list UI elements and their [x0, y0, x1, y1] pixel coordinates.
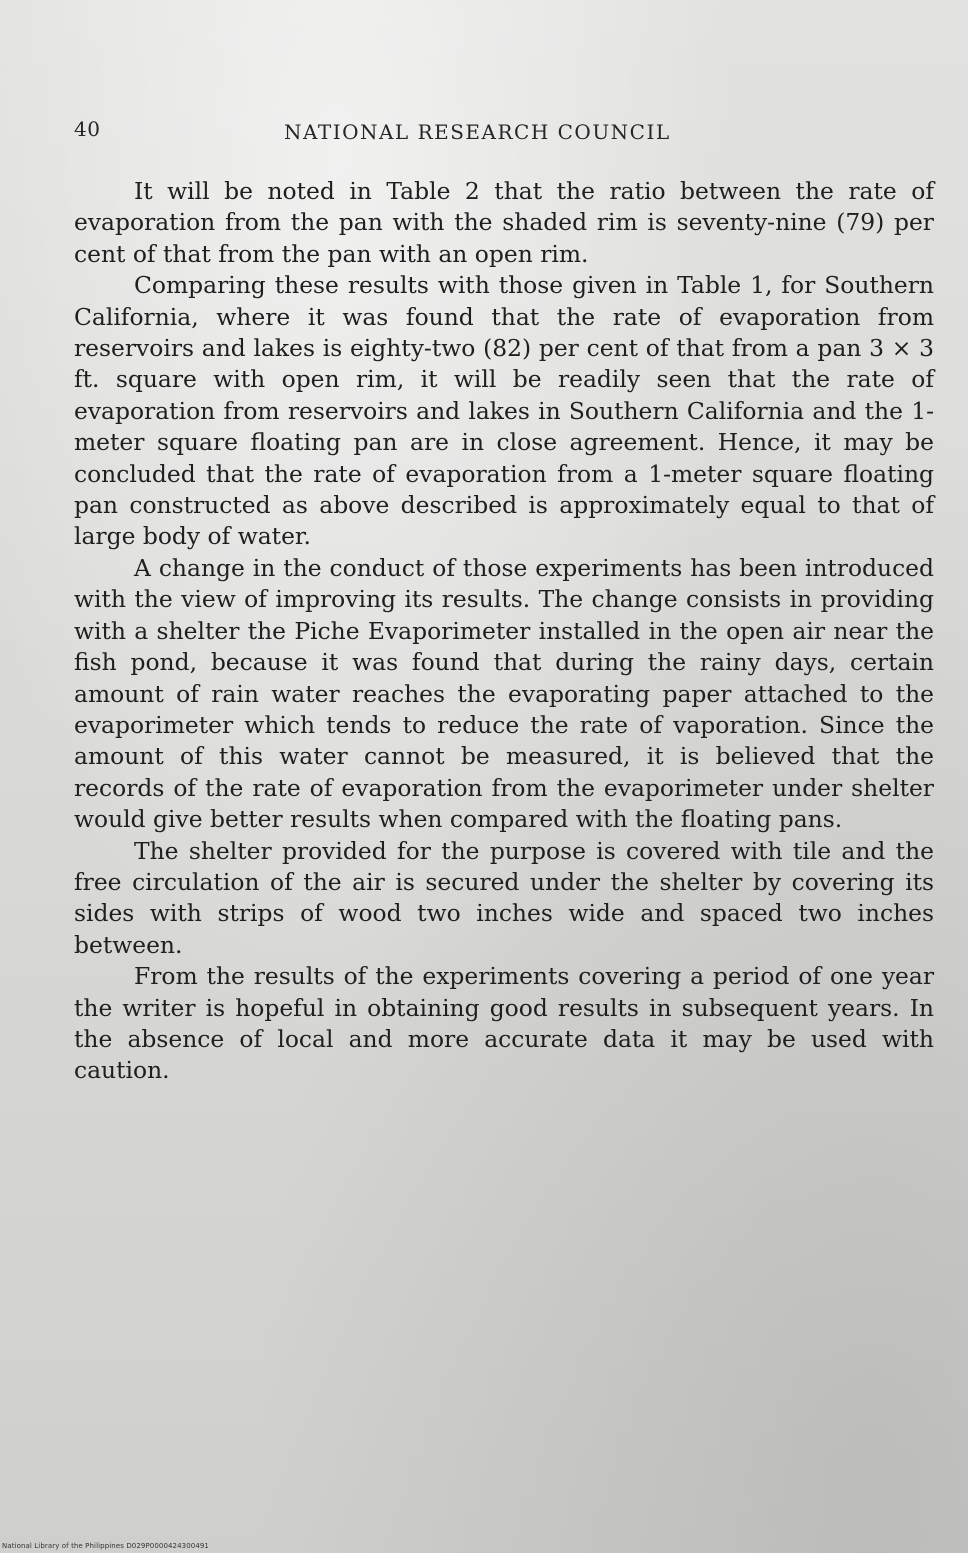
paragraph-3: A change in the conduct of those experiments has been introduced with the view of improving its results. The change consists in providing with a shelter the Piche Evaporimeter installed in the open air near the fish pond, because it was found that during the rainy days, certain amount of rain water reaches the evaporating paper attached to the evaporimeter which tends to reduce the rate of vaporation. Since the amount of this water cannot be measured, it is believed that the records of the rate of evaporation from the evaporimeter under shelter would give better results when compared with the floating pans. [74, 553, 934, 834]
page-header [74, 117, 934, 149]
scan-footer: National Library of the Philippines D029P0000424300491 [2, 1542, 209, 1550]
running-head: NATIONAL RESEARCH COUNCIL [284, 120, 671, 144]
paragraph-2: Comparing these results with those given in Table 1, for Southern California, where it was found that the rate of evaporation from reservoirs and lakes is eighty-two (82) per cent of that from a pan 3 × 3 ft. square with open rim, it will be readily seen that the rate of evaporation from reservoirs and lakes in Southern California and the 1-meter square floating pan are in close agreement. Hence, it may be concluded that the rate of evaporation from a 1-meter square floating pan constructed as above described is approximately equal to that of large body of water. [74, 271, 934, 551]
body-text [74, 176, 934, 1087]
paragraph-5: From the results of the experiments covering a period of one year the writer is hopeful in obtaining good results in subsequent years. In the absence of local and more accurate data it may be used with caution. [74, 962, 934, 1085]
paragraph-4: The shelter provided for the purpose is covered with tile and the free circulation of the air is secured under the shelter by covering its sides with strips of wood two inches wide and spaced two inches between. [74, 836, 934, 959]
paragraph-1: It will be noted in Table 2 that the ratio between the rate of evaporation from the pan with the shaded rim is seventy-nine (79) per cent of that from the pan with an open rim. [74, 177, 934, 268]
page-number: 40 [74, 117, 101, 141]
